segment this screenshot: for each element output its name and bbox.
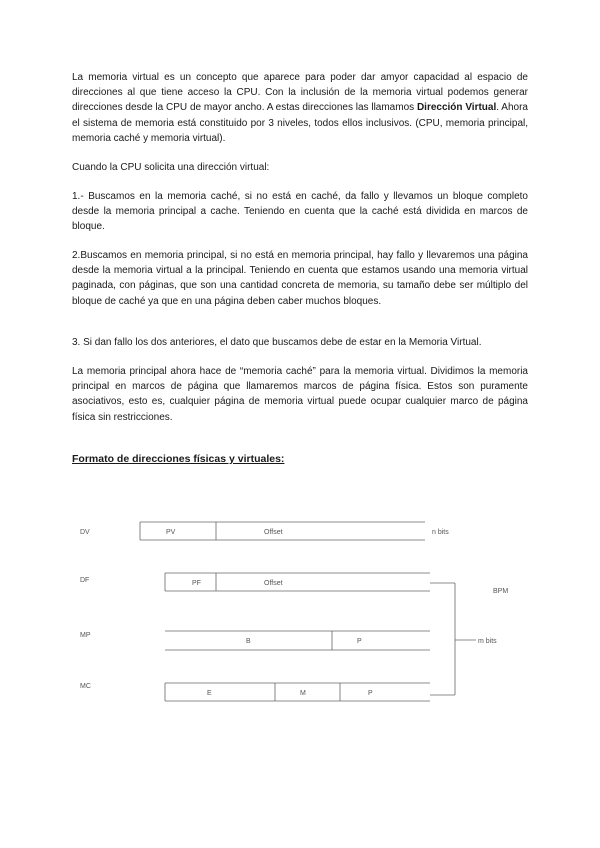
dv-bits-label: n bits — [432, 529, 449, 536]
address-format-heading: Formato de direcciones físicas y virtuales: — [72, 453, 285, 465]
main-memory-paragraph: La memoria principal ahora hace de “memoria caché” para la memoria virtual. Dividimos la memoria principal en marcos de página que llamaremos marcos de página física. Estos son puramente asociativos, esto es, cualquier página de memoria virtual puede ocupar cualquier marco de página física sin restricciones. — [72, 366, 528, 423]
intro-bold-term: Dirección Virtual — [416, 102, 497, 114]
mp-field-p: P — [357, 638, 362, 645]
mc-label: MC — [80, 683, 91, 690]
df-label: DF — [80, 577, 90, 584]
dv-field-pv: PV — [166, 529, 176, 536]
mc-field-m: M — [300, 690, 306, 697]
mc-field-p: P — [368, 690, 373, 697]
intro-text-b: . Ahora el sistema de memoria está constituido por 3 niveles, todos ellos inclusivos. (CPU, memoria principal, memoria caché y memoria virtual). — [72, 102, 528, 144]
mp-field-b: B — [246, 638, 251, 645]
cpu-request-paragraph: Cuando la CPU solicita una dirección virtual: — [72, 162, 270, 173]
bracket-bits-label: m bits — [478, 638, 497, 645]
bpm-label: BPM — [493, 588, 509, 595]
dv-label: DV — [80, 529, 90, 536]
mc-field-e: E — [207, 690, 212, 697]
df-field-offset: Offset — [264, 580, 283, 587]
step-2-paragraph: 2.Buscamos en memoria principal, si no está en memoria principal, hay fallo y llevaremos una página desde la memoria virtual a la principal. Teniendo en cuenta que estamos usando una memoria virtual paginada, con páginas, que son una cantidad concreta de memoria, su tamaño debe ser múltiplo del bloque de caché ya que en una página deben caber muchos bloques. — [72, 250, 528, 307]
step-1-paragraph: 1.- Buscamos en la memoria caché, si no está en caché, da fallo y llevamos un bloque completo desde la memoria principal a cache. Teniendo en cuenta que la caché está dividida en marcos de bloque. — [72, 191, 528, 233]
step-3-paragraph: 3. Si dan fallo los dos anteriores, el dato que buscamos debe de estar en la Memoria Virtual. — [72, 337, 482, 348]
df-field-pf: PF — [192, 580, 201, 587]
dv-field-offset: Offset — [264, 529, 283, 536]
mp-label: MP — [80, 632, 91, 639]
intro-text-a: La memoria virtual es un concepto que aparece para poder dar amyor capacidad al espacio de direcciones al que tiene acceso la CPU. Con la inclusión de la memoria virtual podemos generar direcciones desde la CPU de mayor ancho. A estas direcciones las llamamos — [72, 72, 528, 114]
